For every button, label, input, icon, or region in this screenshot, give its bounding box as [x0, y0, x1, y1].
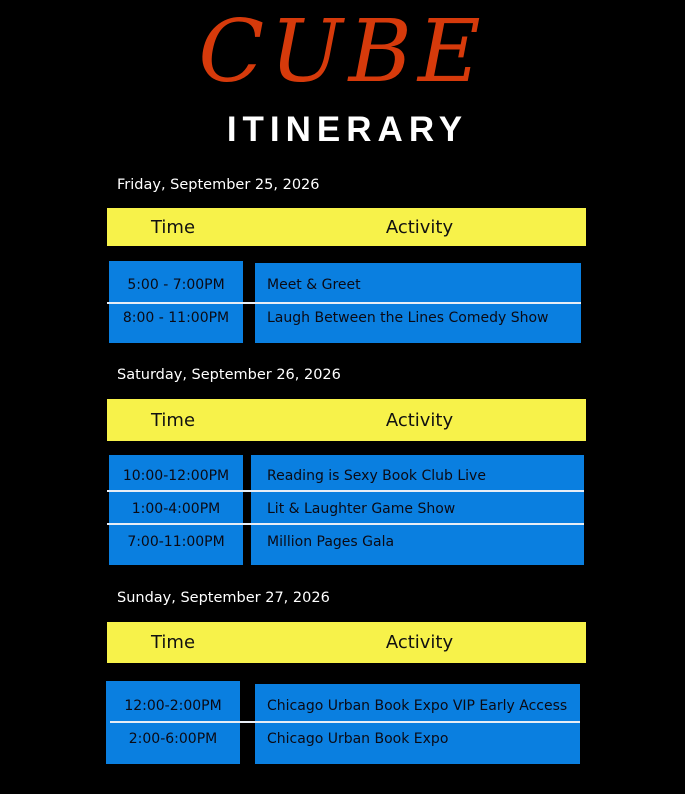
time-column-header: Time — [150, 409, 196, 431]
row-time: 7:00-11:00PM — [127, 534, 225, 550]
table-header — [107, 399, 586, 441]
row-activity: Chicago Urban Book Expo — [267, 731, 449, 747]
row-time: 12:00-2:00PM — [124, 698, 222, 714]
row-activity: Million Pages Gala — [267, 534, 395, 550]
row-time: 10:00-12:00PM — [122, 468, 230, 484]
row-time: 8:00 - 11:00PM — [122, 310, 230, 326]
day-date: Friday, September 25, 2026 — [117, 177, 320, 193]
table-header — [107, 208, 586, 246]
activity-column-block — [255, 684, 580, 764]
time-column-header: Time — [150, 632, 196, 653]
row-divider — [107, 302, 581, 304]
row-time: 1:00-4:00PM — [131, 501, 221, 517]
activity-column-header: Activity — [385, 409, 454, 431]
row-activity: Meet & Greet — [267, 277, 361, 293]
row-activity: Reading is Sexy Book Club Live — [267, 468, 486, 484]
page-title: ITINERARY — [226, 110, 469, 149]
activity-column-header: Activity — [385, 632, 454, 653]
time-column-header: Time — [150, 216, 196, 238]
day-date: Saturday, September 26, 2026 — [117, 367, 341, 383]
activity-column-header: Activity — [385, 216, 454, 238]
cube-logo: CUBE — [198, 2, 487, 102]
day-date: Sunday, September 27, 2026 — [117, 590, 330, 606]
row-divider — [107, 490, 584, 492]
row-activity: Lit & Laughter Game Show — [267, 501, 456, 517]
row-activity: Laugh Between the Lines Comedy Show — [267, 310, 549, 326]
row-time: 5:00 - 7:00PM — [127, 277, 225, 293]
row-time: 2:00-6:00PM — [128, 731, 218, 747]
row-divider — [110, 721, 580, 723]
table-header — [107, 622, 586, 663]
row-activity: Chicago Urban Book Expo VIP Early Access — [267, 698, 568, 714]
row-divider — [107, 523, 584, 525]
